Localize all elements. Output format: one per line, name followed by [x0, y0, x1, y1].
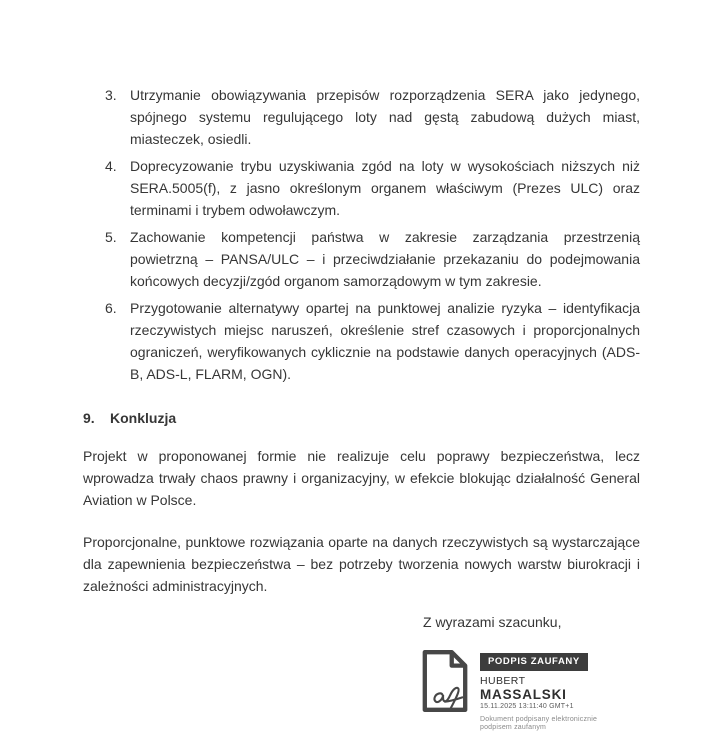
- signature-note-line: podpisem zaufanym: [480, 724, 547, 731]
- list-item-number: 5.: [105, 229, 117, 245]
- signer-first-name: HUBERT: [480, 675, 526, 687]
- body-paragraph: Projekt w proponowanej formie nie realizuje celu poprawy bezpieczeństwa, lecz wprowadza trwały chaos prawny i organizacyjny, w efekcie blokując działalność General Aviation w Polsce.: [83, 448, 640, 508]
- list-item-number: 4.: [105, 158, 117, 174]
- numbered-list: [83, 84, 640, 385]
- signature-note-line: Dokument podpisany elektronicznie: [480, 716, 598, 723]
- signature-note: [480, 716, 597, 732]
- list-item: [105, 155, 640, 221]
- list-item: [105, 84, 640, 150]
- list-item: [105, 226, 640, 292]
- trusted-signature-badge: PODPIS ZAUFANY: [480, 653, 588, 671]
- signed-document-icon: [420, 647, 470, 721]
- signature-info: [480, 647, 597, 732]
- section-heading-konkluzja: [83, 407, 640, 429]
- list-item-text: Doprecyzowanie trybu uzyskiwania zgód na loty w wysokościach niższych niż SERA.5005(f), z jasno określonym organem właściwym (Prezes ULC) oraz terminami i trybem odwoławczym.: [130, 158, 640, 218]
- signature-timestamp: 15.11.2025 13:11:40 GMT+1: [480, 703, 574, 710]
- trusted-signature-stamp: [420, 647, 640, 732]
- list-item-number: 3.: [105, 87, 117, 103]
- body-paragraph: Proporcjonalne, punktowe rozwiązania oparte na danych rzeczywistych są wystarczające dla zapewnienia bezpieczeństwa – bez potrzeby tworzenia nowych warstw biurokracji i zależności administracyjnych.: [83, 534, 640, 594]
- list-item-text: Zachowanie kompetencji państwa w zakresie zarządzania przestrzenią powietrzną – PANSA/ULC – i przeciwdziałanie przekazaniu do podejmowania końcowych decyzji/zgód organom samorządowym w tym zakresie.: [130, 229, 640, 289]
- section-heading-number: 9.: [83, 410, 95, 426]
- list-item-text: Przygotowanie alternatywy opartej na punktowej analizie ryzyka – identyfikacja rzeczywistych miejsc naruszeń, określenie stref czasowych i proporcjonalnych ograniczeń, weryfikowanych cyklicznie na podstawie danych operacyjnych (ADS-B, ADS-L, FLARM, OGN).: [130, 300, 640, 382]
- list-item-text: Utrzymanie obowiązywania przepisów rozporządzenia SERA jako jedynego, spójnego systemu regulującego loty nad gęstą zabudową dużych miast, miasteczek, osiedli.: [130, 87, 640, 147]
- section-heading-title: Konkluzja: [110, 410, 177, 426]
- list-item: [105, 297, 640, 385]
- signer-last-name: MASSALSKI: [480, 687, 567, 702]
- list-item-number: 6.: [105, 300, 117, 316]
- closing-salutation: Z wyrazami szacunku,: [423, 614, 562, 630]
